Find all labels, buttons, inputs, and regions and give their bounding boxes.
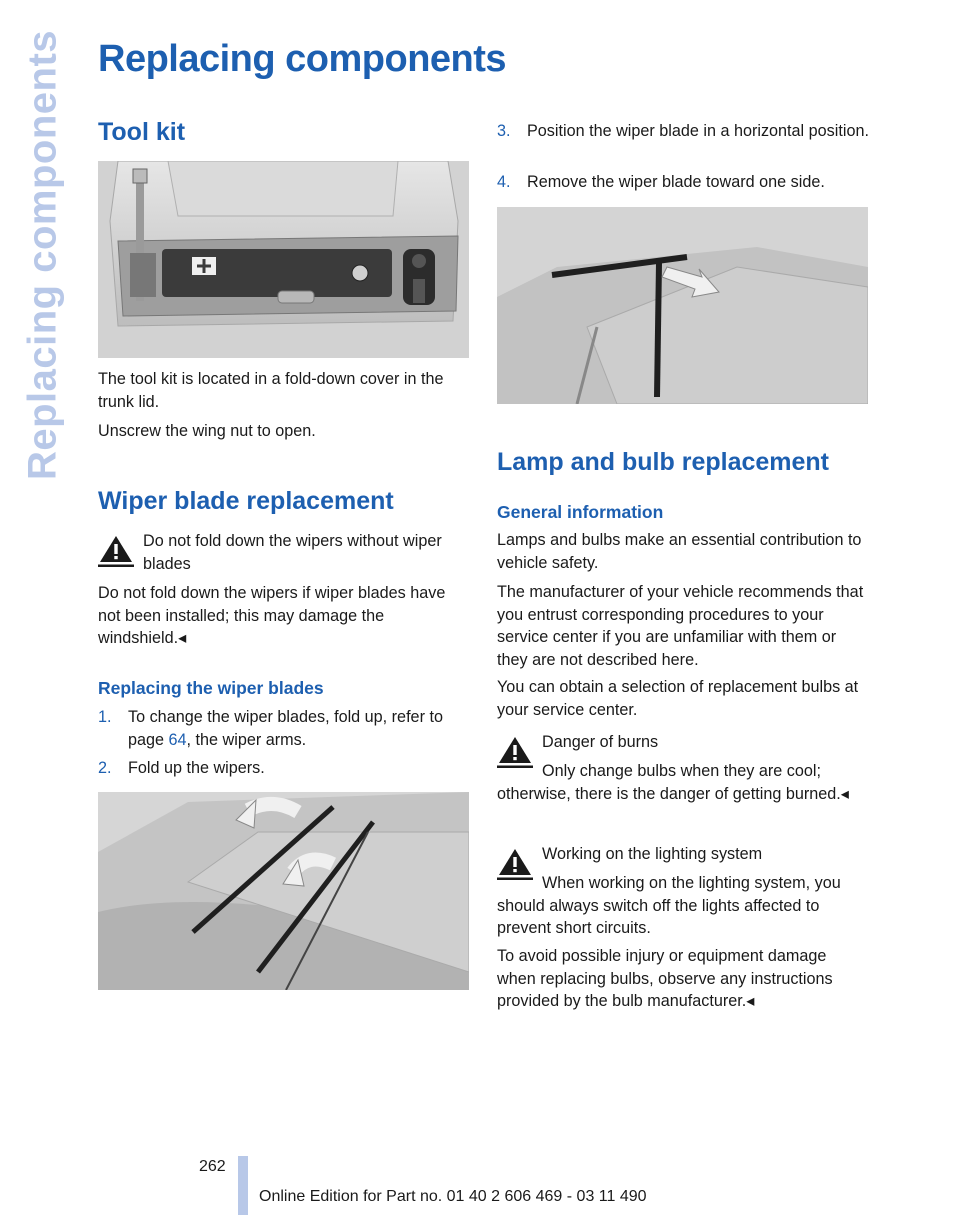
step-text: Remove the wiper blade toward one side.: [527, 173, 825, 191]
lamp-p4: To avoid possible injury or equipment damage when replacing bulbs, observe any instructions provided by the bulb manufacturer.◂: [497, 947, 833, 1011]
wiper-warning-body: Do not fold down the wipers if wiper blades have not been installed; this may damage the windshield.◂: [98, 584, 446, 648]
wipers-folded-up-image: [98, 792, 469, 990]
step-text-pre: To change the wiper blades, fold up, refer to page: [128, 708, 443, 749]
lamp-p1: Lamps and bulbs make an essential contribution to vehicle safety.: [497, 531, 862, 572]
step-text-post: , the wiper arms.: [186, 730, 307, 749]
step-2: [98, 757, 470, 780]
warn1-title: Danger of burns: [542, 733, 659, 751]
step-text: Fold up the wipers.: [128, 759, 265, 777]
step-4: [497, 171, 869, 194]
tool-kit-p2: Unscrew the wing nut to open.: [98, 422, 316, 440]
tool-kit-heading: Tool kit: [98, 118, 186, 146]
step-text: Position the wiper blade in a horizontal position.: [527, 122, 869, 140]
footer-bar: [238, 1156, 248, 1215]
lamp-heading: Lamp and bulb replacement: [497, 448, 830, 476]
lamp-p2: The manufacturer of your vehicle recommends that you entrust corresponding procedures to your service center if you are unfamiliar with them or they are not described here.: [497, 583, 864, 669]
wiper-heading: Wiper blade replacement: [98, 487, 394, 515]
page-title: Replacing components: [98, 38, 507, 80]
step-number: 4.: [497, 173, 511, 191]
warning-triangle-icon: [98, 533, 134, 567]
tool-kit-image: [98, 161, 469, 358]
page-number: 262: [199, 1158, 226, 1175]
replacing-wiper-subheading: Replacing the wiper blades: [98, 678, 324, 698]
lamp-p3: You can obtain a selection of replacement bulbs at your service center.: [497, 678, 859, 719]
step-number: 3.: [497, 122, 511, 140]
warn2-title: Working on the lighting system: [542, 845, 763, 863]
step-number: 2.: [98, 759, 112, 777]
general-info-subheading: General information: [497, 502, 664, 522]
edition-note: Online Edition for Part no. 01 40 2 606 469 - 03 11 490: [259, 1188, 647, 1205]
step-1: [98, 706, 470, 751]
side-tab: [18, 29, 68, 481]
warn2-body: When working on the lighting system, you should always switch off the lights affected to prevent short circuits.: [497, 874, 841, 938]
wiper-blade-removal-image: [497, 207, 868, 404]
side-tab-label: Replacing components: [20, 29, 65, 481]
step-3: [497, 120, 869, 143]
step-text: [128, 706, 470, 751]
step-number: 1.: [98, 708, 112, 726]
tool-kit-p1: The tool kit is located in a fold-down cover in the trunk lid.: [98, 370, 444, 411]
page-link[interactable]: 64: [168, 730, 187, 749]
warn1-body: Only change bulbs when they are cool; otherwise, there is the danger of getting burned.◂: [497, 762, 849, 803]
wiper-warning-title: Do not fold down the wipers without wiper blades: [143, 532, 442, 573]
